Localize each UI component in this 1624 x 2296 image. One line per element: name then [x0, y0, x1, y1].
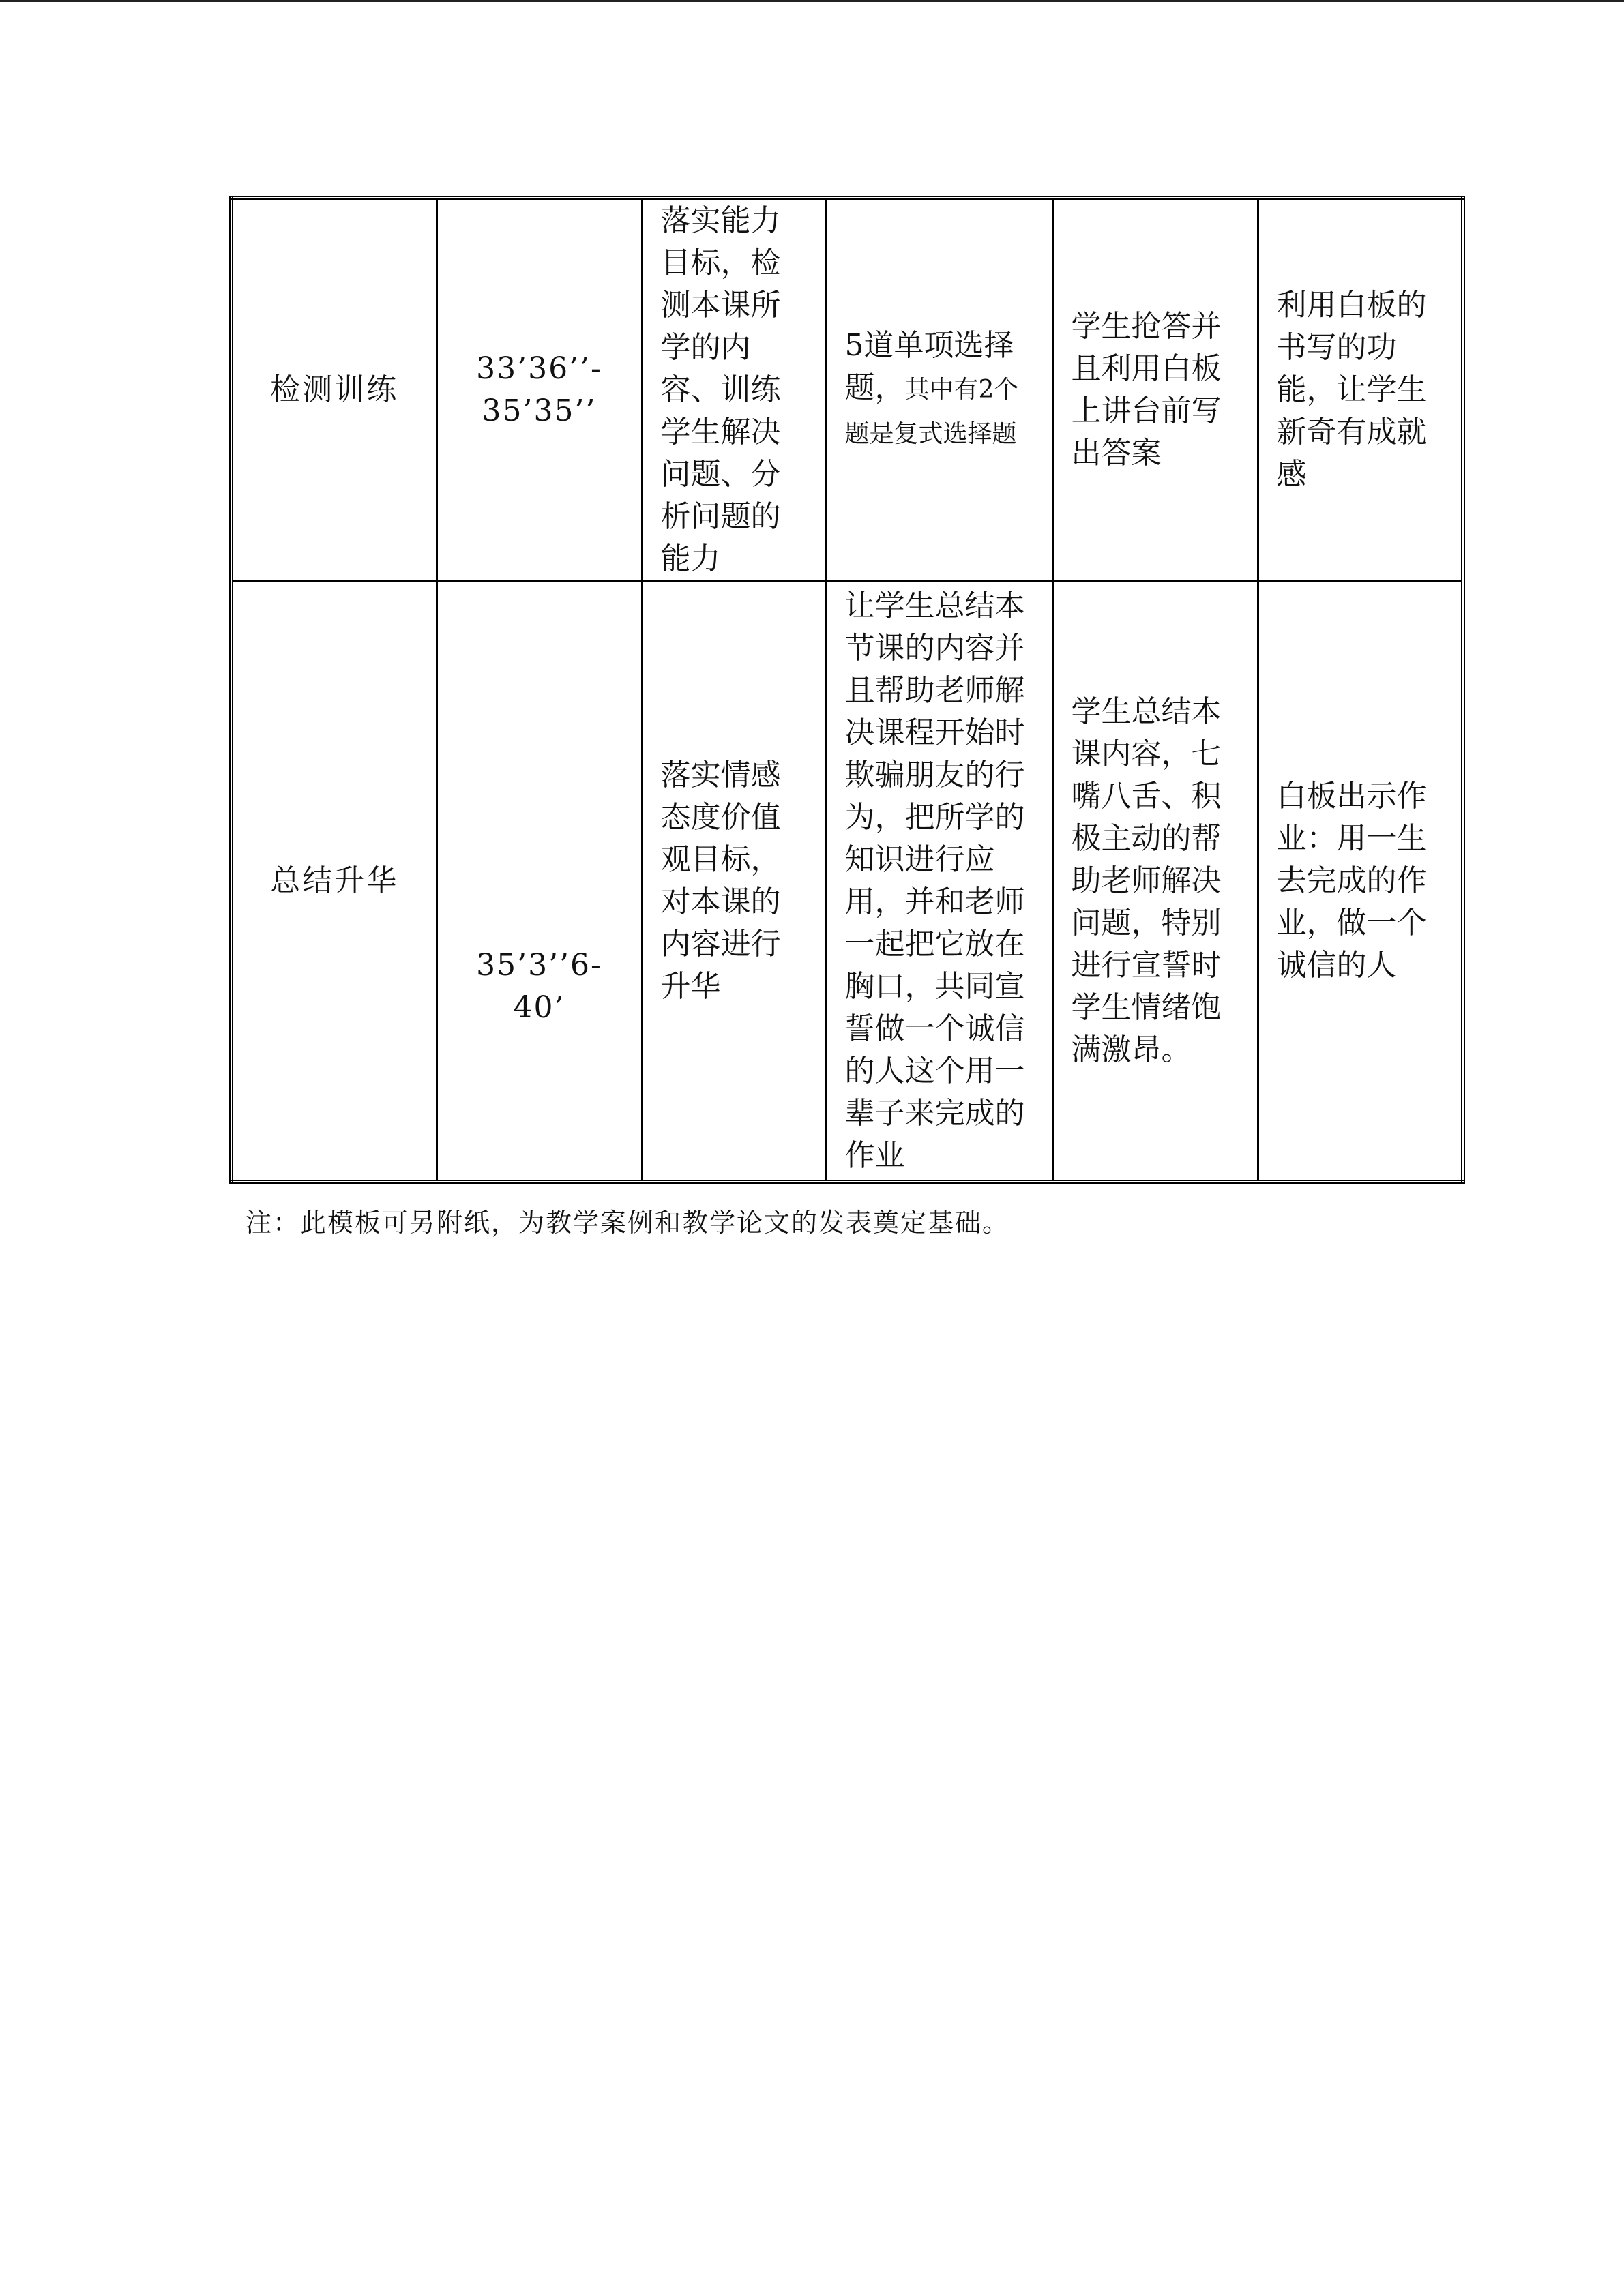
footnote: 注：此模板可另附纸，为教学案例和教学论文的发表奠定基础。 — [246, 1208, 1010, 1238]
stage-cell: 检测训练 — [231, 198, 437, 582]
time-cell: 33’36’’- 35’35’’ — [437, 198, 642, 582]
student-activity-cell: 学生抢答并且利用白板上讲台前写出答案 — [1052, 198, 1258, 582]
table-row — [231, 198, 1463, 582]
stage-cell: 总结升华 — [231, 582, 437, 1182]
time-cell: 35’3’’6- 40’ — [437, 582, 642, 1182]
content-rest-text: 其中有2个题是复式选择题 — [844, 376, 1019, 448]
content-lead-text: 5道单项选择题， — [844, 328, 1014, 405]
content-cell — [826, 198, 1052, 582]
lesson-plan-table — [229, 196, 1465, 1184]
page-top-edge — [0, 0, 1624, 2]
tool-usage-cell: 白板出示作业：用一生去完成的作业，做一个诚信的人 — [1258, 582, 1463, 1182]
student-activity-cell: 学生总结本课内容，七嘴八舌、积极主动的帮助老师解决问题，特别进行宣誓时学生情绪饱满激昂。 — [1052, 582, 1258, 1182]
content-cell: 让学生总结本节课的内容并且帮助老师解决课程开始时欺骗朋友的行为，把所学的知识进行应用，并和老师一起把它放在胸口，共同宣誓做一个诚信的人这个用一辈子来完成的作业 — [826, 582, 1052, 1182]
tool-usage-cell: 利用白板的书写的功能，让学生新奇有成就感 — [1258, 198, 1463, 582]
goal-cell: 落实情感态度价值观目标，对本课的内容进行升华 — [642, 582, 826, 1182]
table-row — [231, 582, 1463, 1182]
goal-cell: 落实能力目标，检测本课所学的内容、训练学生解决问题、分析问题的能力 — [642, 198, 826, 582]
